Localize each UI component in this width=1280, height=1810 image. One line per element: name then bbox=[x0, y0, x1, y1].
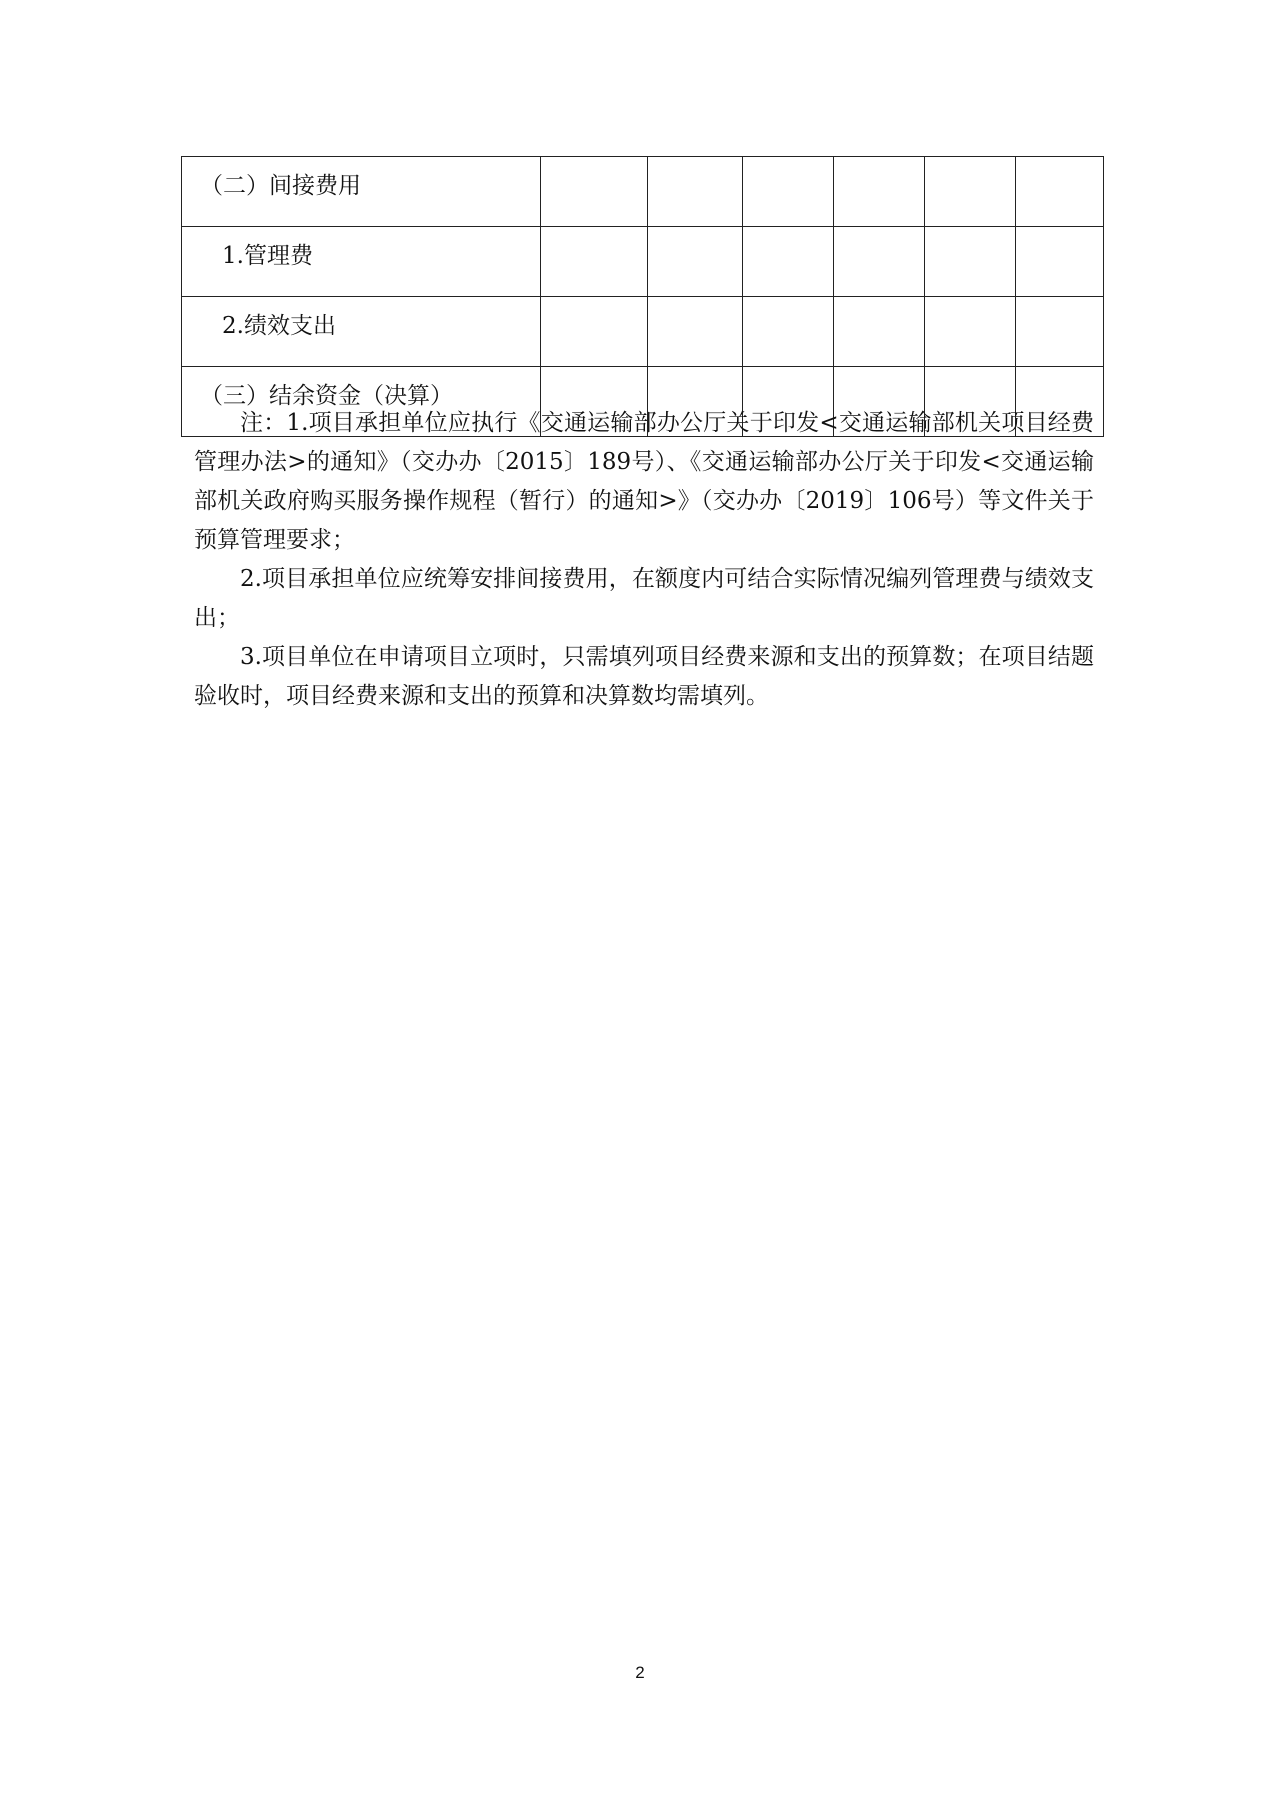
table-row-performance-expenses bbox=[182, 297, 1104, 367]
table-cell bbox=[648, 227, 743, 297]
page-number: 2 bbox=[635, 1663, 645, 1682]
table-cell bbox=[541, 227, 648, 297]
note-2: 2.项目承担单位应统筹安排间接费用，在额度内可结合实际情况编列管理费与绩效支出； bbox=[194, 566, 1094, 631]
note-1: 注：1.项目承担单位应执行《交通运输部办公厅关于印发<交通运输部机关项目经费管理办法>的通知》（交办办〔2015〕189号）、《交通运输部办公厅关于印发<交通运输部机关政府购买服务操作规程（暂行）的通知>》（交办办〔2019〕106号）等文件关于预算管理要求； bbox=[194, 410, 1094, 553]
row-label: 1.管理费 bbox=[182, 227, 541, 297]
row-label: 2.绩效支出 bbox=[182, 297, 541, 367]
table-cell bbox=[1016, 297, 1104, 367]
table-cell bbox=[743, 157, 834, 227]
budget-table bbox=[181, 156, 1104, 437]
table-row-management-fee bbox=[182, 227, 1104, 297]
table-cell bbox=[834, 157, 925, 227]
table-cell bbox=[925, 227, 1016, 297]
row-label: （三）结余资金（决算） bbox=[182, 367, 541, 437]
table-cell bbox=[648, 297, 743, 367]
table-cell bbox=[1016, 227, 1104, 297]
table-cell bbox=[1016, 157, 1104, 227]
table-cell bbox=[834, 297, 925, 367]
table-cell bbox=[743, 227, 834, 297]
notes-section bbox=[194, 404, 1094, 716]
table-cell bbox=[541, 157, 648, 227]
table-cell bbox=[648, 157, 743, 227]
table-cell bbox=[925, 157, 1016, 227]
table-cell bbox=[925, 297, 1016, 367]
note-3: 3.项目单位在申请项目立项时，只需填列项目经费来源和支出的预算数；在项目结题验收时，项目经费来源和支出的预算和决算数均需填列。 bbox=[194, 644, 1094, 709]
table-cell bbox=[743, 297, 834, 367]
table-cell bbox=[834, 227, 925, 297]
table-cell bbox=[541, 297, 648, 367]
row-label: （二）间接费用 bbox=[182, 157, 541, 227]
table-row-indirect-costs bbox=[182, 157, 1104, 227]
